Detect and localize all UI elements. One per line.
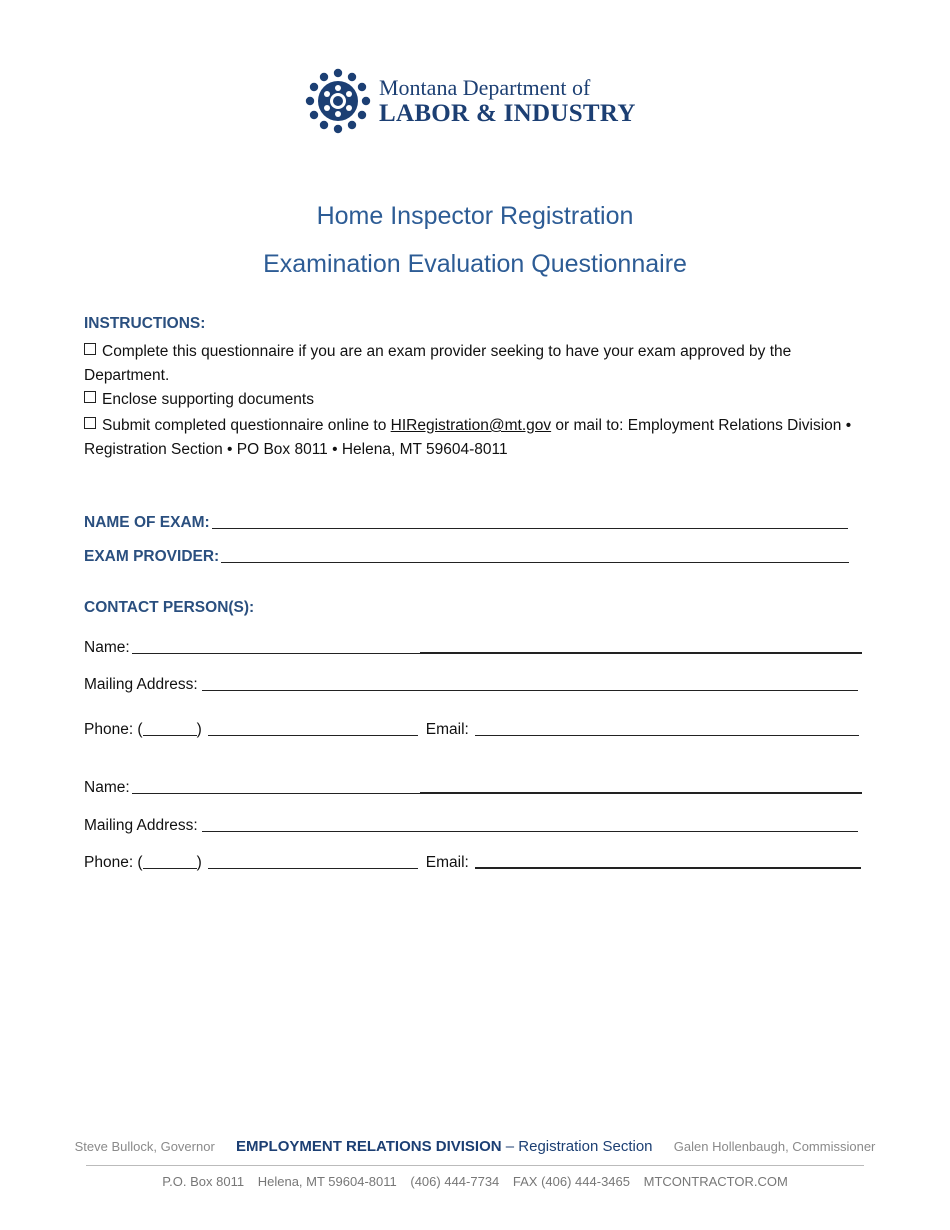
instruction-2-text: Enclose supporting documents xyxy=(102,391,314,408)
logo-line-2: LABOR & INDUSTRY xyxy=(379,99,636,127)
footer-commissioner: Galen Hollenbaugh, Commissioner xyxy=(673,1139,876,1154)
contact1-name-input[interactable] xyxy=(132,652,420,654)
seal-icon xyxy=(305,68,371,134)
footer-contact-line xyxy=(0,1174,950,1189)
registration-email-link[interactable]: HIRegistration@mt.gov xyxy=(390,417,552,434)
contact1-phone-input[interactable] xyxy=(208,734,418,736)
instruction-item-1 xyxy=(84,340,854,388)
contact2-name-input-ext[interactable] xyxy=(420,791,862,794)
contact2-phone-email-field xyxy=(84,854,861,872)
footer-divider xyxy=(86,1165,864,1166)
contact1-phone-email-field xyxy=(84,721,859,739)
instruction-3-text-after: or mail to: Employment Relations Division • Registration Section • PO Box 8011 • Helena, MT 59604-8011 xyxy=(84,417,852,458)
page-subtitle: Examination Evaluation Questionnaire xyxy=(263,250,687,278)
exam-provider-field xyxy=(84,548,849,566)
exam-provider-label: EXAM PROVIDER: xyxy=(84,548,220,565)
contact1-phone-close: ) xyxy=(196,721,202,738)
contact-heading: CONTACT PERSON(S): xyxy=(84,599,255,616)
contact1-name-field xyxy=(84,639,862,657)
department-logo xyxy=(305,68,645,134)
instruction-item-2 xyxy=(84,388,854,412)
checkbox-icon[interactable] xyxy=(84,391,96,403)
checkbox-icon[interactable] xyxy=(84,343,96,355)
contact2-phone-close: ) xyxy=(196,854,202,871)
instructions-heading: INSTRUCTIONS: xyxy=(84,315,206,332)
contact2-phone-label: Phone: ( xyxy=(84,854,143,871)
contact2-area-code-input[interactable] xyxy=(143,867,197,869)
instruction-item-3 xyxy=(84,414,854,462)
contact2-email-label: Email: xyxy=(425,854,469,871)
footer-division: EMPLOYMENT RELATIONS DIVISION xyxy=(236,1138,502,1155)
contact2-name-field xyxy=(84,779,862,797)
contact1-address-field xyxy=(84,676,858,694)
footer-city: Helena, MT 59604-8011 xyxy=(257,1174,397,1189)
contact1-area-code-input[interactable] xyxy=(143,734,197,736)
checkbox-icon[interactable] xyxy=(84,417,96,429)
contact1-name-label: Name: xyxy=(84,639,130,656)
contact1-email-input[interactable] xyxy=(475,734,859,736)
contact2-address-label: Mailing Address: xyxy=(84,817,198,834)
footer-governor: Steve Bullock, Governor xyxy=(74,1139,215,1154)
contact2-email-input[interactable] xyxy=(475,866,861,869)
footer-section: – Registration Section xyxy=(501,1138,653,1155)
contact1-name-input-ext[interactable] xyxy=(420,651,862,654)
contact2-name-label: Name: xyxy=(84,779,130,796)
exam-name-input[interactable] xyxy=(212,527,848,529)
contact2-phone-input[interactable] xyxy=(208,867,418,869)
instruction-3-text-before: Submit completed questionnaire online to xyxy=(102,417,391,434)
footer-fax: FAX (406) 444-3465 xyxy=(512,1174,630,1189)
exam-name-label: NAME OF EXAM: xyxy=(84,514,210,531)
footer-pobox: P.O. Box 8011 xyxy=(162,1174,245,1189)
footer-division-line xyxy=(0,1138,950,1155)
footer-phone: (406) 444-7734 xyxy=(410,1174,500,1189)
page-title: Home Inspector Registration xyxy=(316,202,634,230)
exam-provider-input[interactable] xyxy=(221,561,849,563)
contact1-email-label: Email: xyxy=(425,721,469,738)
exam-name-field xyxy=(84,514,848,532)
footer-website[interactable]: MTCONTRACTOR.COM xyxy=(643,1174,788,1189)
contact2-address-input[interactable] xyxy=(202,830,858,832)
contact1-address-input[interactable] xyxy=(202,689,858,691)
instruction-1-text: Complete this questionnaire if you are an exam provider seeking to have your exam approved by the Department. xyxy=(84,343,792,384)
contact1-phone-label: Phone: ( xyxy=(84,721,143,738)
contact2-address-field xyxy=(84,817,858,835)
contact1-address-label: Mailing Address: xyxy=(84,676,198,693)
contact2-name-input[interactable] xyxy=(132,792,420,794)
logo-line-1: Montana Department of xyxy=(379,74,591,100)
